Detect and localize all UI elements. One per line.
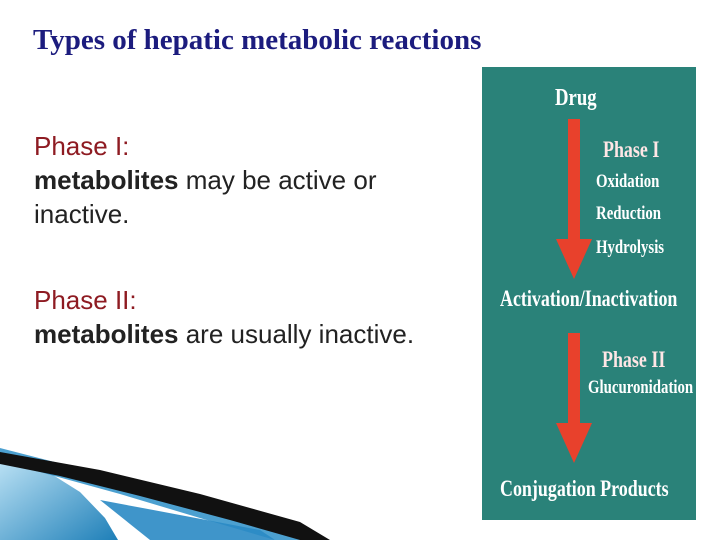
phase-2-description: are usually inactive.: [178, 319, 415, 349]
phase-2-heading: Phase II: [602, 347, 666, 372]
bullet-phase-2: [34, 283, 454, 351]
phase-1-label: Phase I:: [34, 131, 130, 161]
bullet-phase-1: [34, 129, 454, 231]
activation-label: Activation/Inactivation: [500, 286, 678, 311]
phase-2-term: metabolites: [34, 319, 179, 349]
arrow-down-icon: [556, 333, 592, 465]
phase-1-heading: Phase I: [603, 137, 660, 162]
phase-1-description: may be active or inactive.: [34, 165, 377, 229]
phase-2-label: Phase II:: [34, 285, 137, 315]
phase-1-term: metabolites: [34, 165, 179, 195]
conjugation-products-label: Conjugation Products: [500, 476, 669, 501]
metabolism-diagram: [482, 67, 696, 520]
reaction-reduction: Reduction: [596, 203, 662, 224]
arrow-down-icon: [556, 119, 592, 281]
slide-title: Types of hepatic metabolic reactions: [33, 24, 482, 56]
reaction-hydrolysis: Hydrolysis: [596, 237, 665, 258]
drug-label: Drug: [555, 85, 597, 111]
reaction-glucuronidation: Glucuronidation: [588, 377, 694, 398]
reaction-oxidation: Oxidation: [596, 171, 660, 192]
